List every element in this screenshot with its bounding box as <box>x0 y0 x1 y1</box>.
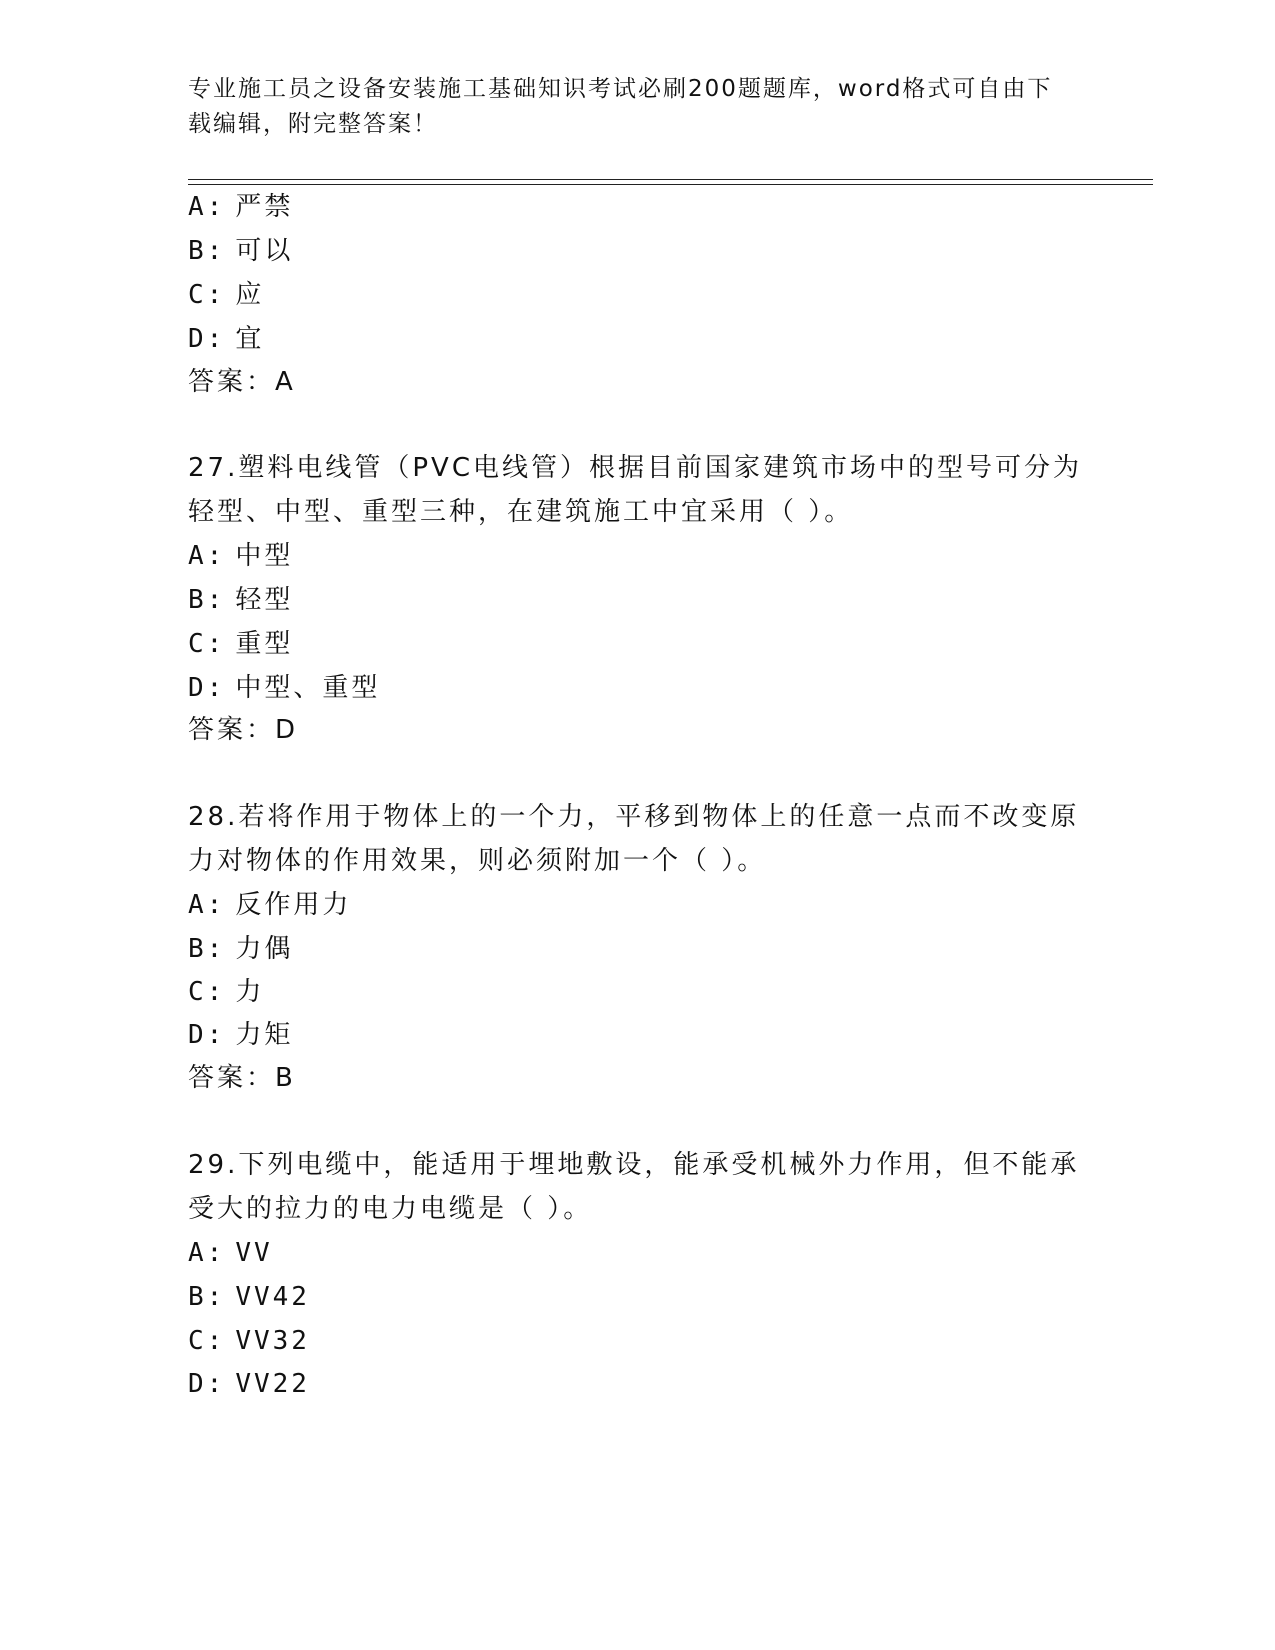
question-stem-line: 29.下列电缆中，能适用于埋地敷设，能承受机械外力作用，但不能承 <box>188 1150 1080 1180</box>
option-key: D: <box>188 324 226 354</box>
option-key: B: <box>188 1282 226 1312</box>
option-text: VV32 <box>235 1326 310 1356</box>
option-key: C: <box>188 977 226 1007</box>
option-text: 宜 <box>235 324 265 354</box>
answer-value: D <box>275 715 299 745</box>
option-key: A: <box>188 541 226 571</box>
answer-label: 答案： <box>188 1063 276 1093</box>
option-key: B: <box>188 585 226 615</box>
option-text: 中型 <box>235 541 294 571</box>
header-divider-bottom <box>188 184 1153 185</box>
option-text: VV22 <box>235 1369 310 1399</box>
option-key: A: <box>188 1238 226 1268</box>
option-text: 中型、重型 <box>235 673 381 703</box>
option-row <box>188 975 264 1009</box>
option-row <box>188 671 380 705</box>
option-text: 反作用力 <box>235 890 352 920</box>
option-row <box>188 932 293 966</box>
option-key: C: <box>188 280 226 310</box>
option-row <box>188 190 293 224</box>
option-key: C: <box>188 1326 226 1356</box>
option-key: A: <box>188 192 226 222</box>
answer-label: 答案： <box>188 715 276 745</box>
option-row <box>188 278 264 312</box>
option-text: 严禁 <box>235 192 294 222</box>
option-text: 轻型 <box>235 585 294 615</box>
option-key: B: <box>188 934 226 964</box>
question-stem-line: 受大的拉力的电力电缆是（ ）。 <box>188 1194 593 1224</box>
option-key: C: <box>188 629 226 659</box>
option-text: 应 <box>235 280 265 310</box>
option-text: 力偶 <box>235 934 294 964</box>
option-text: VV42 <box>235 1282 310 1312</box>
option-text: VV <box>235 1238 273 1268</box>
option-row <box>188 627 293 661</box>
page-header-title: 专业施工员之设备安装施工基础知识考试必刷200题题库，word格式可自由下载编辑，附完整答案！ <box>188 76 1053 137</box>
option-text: 力矩 <box>235 1020 294 1050</box>
answer-label: 答案： <box>188 367 276 397</box>
option-row <box>188 1236 273 1270</box>
header-divider-top <box>188 179 1153 180</box>
option-key: D: <box>188 1020 226 1050</box>
option-text: 重型 <box>235 629 294 659</box>
option-row <box>188 539 293 573</box>
option-key: B: <box>188 236 226 266</box>
option-text: 力 <box>235 977 265 1007</box>
option-row <box>188 1018 293 1052</box>
question-stem-line: 28.若将作用于物体上的一个力，平移到物体上的任意一点而不改变原 <box>188 802 1080 832</box>
option-text: 可以 <box>235 236 294 266</box>
option-row <box>188 1367 310 1401</box>
option-row <box>188 1324 310 1358</box>
option-key: A: <box>188 890 226 920</box>
option-row <box>188 1280 310 1314</box>
option-row <box>188 888 351 922</box>
option-key: D: <box>188 673 226 703</box>
answer-row <box>188 713 298 747</box>
answer-value: A <box>275 367 296 397</box>
question-stem-line: 力对物体的作用效果，则必须附加一个（ ）。 <box>188 846 767 876</box>
answer-row <box>188 1061 296 1095</box>
question-stem-line: 轻型、中型、重型三种，在建筑施工中宜采用（ ）。 <box>188 497 854 527</box>
question-stem-line: 27.塑料电线管（PVC电线管）根据目前国家建筑市场中的型号可分为 <box>188 453 1082 483</box>
option-row <box>188 234 293 268</box>
answer-value: B <box>275 1063 296 1093</box>
answer-row <box>188 365 296 399</box>
option-key: D: <box>188 1369 226 1399</box>
option-row <box>188 583 293 617</box>
option-row <box>188 322 264 356</box>
